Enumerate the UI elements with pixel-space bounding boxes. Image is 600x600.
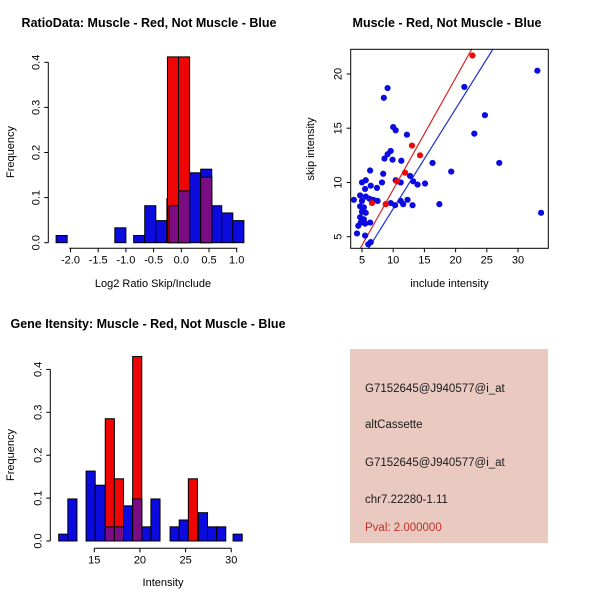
scatter-intensity-x-tick-label: 15 bbox=[418, 254, 431, 267]
scatter-intensity-title: Muscle - Red, Not Muscle - Blue bbox=[352, 16, 542, 30]
info-line-locus: chr7.22280-1.11 bbox=[365, 494, 448, 506]
hist-ratio-bar-purple bbox=[169, 206, 178, 243]
hist-ratio-bar-blue bbox=[222, 213, 233, 243]
panel-hist-gene-intensity bbox=[5, 317, 286, 589]
scatter-intensity-point-blue bbox=[404, 197, 410, 203]
scatter-intensity-point-blue bbox=[436, 201, 442, 207]
hist-gene-intensity-y-tick-label: 0.3 bbox=[32, 404, 45, 420]
scatter-intensity-point-blue bbox=[448, 169, 454, 175]
hist-ratio-y-tick-label: 0.3 bbox=[30, 99, 43, 116]
scatter-intensity-point-blue bbox=[374, 185, 380, 191]
scatter-intensity-point-blue bbox=[398, 158, 404, 164]
hist-gene-intensity-bar-purple bbox=[105, 527, 114, 541]
hist-ratio-y-tick-label: 0.0 bbox=[30, 235, 43, 251]
hist-ratio-bar-blue bbox=[56, 235, 67, 242]
hist-ratio-x-tick-label: 0.5 bbox=[201, 254, 217, 267]
scatter-intensity-x-tick-label: 25 bbox=[480, 254, 493, 267]
hist-gene-intensity-x-tick-label: 30 bbox=[225, 554, 238, 567]
hist-gene-intensity-x-label: Intensity bbox=[142, 577, 184, 589]
scatter-intensity-point-blue bbox=[380, 171, 386, 177]
info-line-event-type: altCassette bbox=[365, 419, 423, 431]
scatter-intensity-muscle-fit-line bbox=[360, 49, 472, 249]
hist-gene-intensity-bar-blue bbox=[151, 499, 160, 541]
hist-ratio-x-tick-label: 1.0 bbox=[229, 254, 245, 267]
hist-gene-intensity-bar-blue bbox=[217, 527, 226, 541]
info-line-probeset-bottom: G7152645@J940577@i_at bbox=[365, 457, 505, 469]
scatter-intensity-point-blue bbox=[363, 177, 369, 183]
scatter-intensity-y-tick-label: 20 bbox=[332, 67, 345, 81]
hist-gene-intensity-bar-blue bbox=[124, 506, 133, 541]
scatter-intensity-point-blue bbox=[496, 160, 502, 166]
scatter-intensity-point-blue bbox=[384, 85, 390, 91]
hist-gene-intensity-bar-blue bbox=[170, 527, 179, 541]
scatter-intensity-point-blue bbox=[351, 197, 357, 203]
hist-ratio-x-label: Log2 Ratio Skip/Include bbox=[94, 278, 212, 290]
hist-ratio-bar-blue bbox=[156, 221, 167, 243]
hist-gene-intensity-y-label: Frequency bbox=[5, 429, 17, 481]
scatter-intensity-point-blue bbox=[368, 239, 374, 245]
hist-ratio-bar-blue bbox=[233, 221, 244, 243]
scatter-intensity-point-blue bbox=[361, 204, 367, 210]
hist-ratio-x-tick-label: -2.0 bbox=[61, 254, 80, 267]
info-line-probeset-top: G7152645@J940577@i_at bbox=[365, 383, 505, 395]
hist-ratio-x-tick-label: -1.0 bbox=[116, 254, 136, 267]
hist-gene-intensity-x-tick-label: 15 bbox=[88, 554, 101, 567]
hist-gene-intensity-x-tick-label: 25 bbox=[179, 554, 192, 567]
hist-gene-intensity-bar-blue bbox=[233, 534, 242, 541]
scatter-intensity-point-blue bbox=[388, 148, 394, 154]
scatter-intensity-point-blue bbox=[482, 112, 488, 118]
scatter-intensity-point-red bbox=[402, 170, 408, 176]
scatter-intensity-point-blue bbox=[362, 233, 368, 239]
hist-gene-intensity-y-tick-label: 0.4 bbox=[32, 361, 45, 378]
hist-ratio-x-tick-label: -1.5 bbox=[88, 254, 108, 267]
hist-ratio-bar-blue bbox=[190, 173, 201, 243]
scatter-intensity-point-red bbox=[369, 200, 375, 206]
scatter-intensity-y-tick-label: 5 bbox=[332, 233, 345, 240]
scatter-intensity-point-blue bbox=[461, 84, 467, 90]
hist-ratio-bar-blue bbox=[212, 206, 222, 243]
scatter-intensity-point-blue bbox=[368, 183, 374, 189]
hist-gene-intensity-bar-blue bbox=[179, 520, 188, 541]
scatter-intensity-point-blue bbox=[379, 179, 385, 185]
scatter-intensity-plot-box bbox=[351, 49, 549, 248]
scatter-intensity-y-label: skip intensity bbox=[305, 117, 317, 181]
info-box bbox=[350, 349, 548, 543]
hist-ratio-bar-blue bbox=[134, 235, 145, 242]
scatter-intensity-point-red bbox=[409, 142, 415, 148]
hist-gene-intensity-bar-blue bbox=[59, 534, 68, 541]
hist-ratio-x-tick-label: 0.0 bbox=[173, 254, 189, 267]
scatter-intensity-not-muscle-fit-line bbox=[368, 49, 493, 249]
hist-gene-intensity-bar-red bbox=[105, 419, 114, 541]
scatter-intensity-point-red bbox=[383, 201, 389, 207]
scatter-intensity-x-tick-label: 20 bbox=[449, 254, 462, 267]
hist-gene-intensity-bar-blue bbox=[95, 485, 105, 541]
scatter-intensity-point-red bbox=[417, 152, 423, 158]
panel-scatter-intensity bbox=[305, 16, 548, 290]
scatter-intensity-point-blue bbox=[357, 192, 363, 198]
hist-gene-intensity-y-tick-label: 0.1 bbox=[32, 490, 45, 506]
scatter-intensity-y-tick-label: 10 bbox=[332, 176, 345, 189]
panel-hist-ratio bbox=[5, 16, 276, 290]
scatter-intensity-point-blue bbox=[538, 210, 544, 216]
hist-ratio-y-tick-label: 0.4 bbox=[30, 54, 43, 70]
hist-gene-intensity-bar-blue bbox=[198, 513, 207, 541]
scatter-intensity-point-blue bbox=[471, 131, 477, 137]
hist-ratio-x-tick-label: -0.5 bbox=[144, 254, 164, 267]
hist-gene-intensity-bar-purple bbox=[114, 527, 123, 541]
scatter-intensity-point-blue bbox=[392, 202, 398, 208]
scatter-intensity-point-blue bbox=[534, 68, 540, 74]
scatter-intensity-y-tick-label: 15 bbox=[332, 122, 345, 135]
hist-ratio-y-tick-label: 0.1 bbox=[30, 189, 43, 206]
scatter-intensity-point-blue bbox=[363, 210, 369, 216]
hist-gene-intensity-x-tick-label: 20 bbox=[133, 554, 147, 567]
hist-gene-intensity-bar-blue bbox=[68, 499, 77, 541]
scatter-intensity-point-blue bbox=[354, 230, 360, 236]
scatter-intensity-point-blue bbox=[381, 95, 387, 101]
scatter-intensity-point-blue bbox=[367, 219, 373, 225]
scatter-intensity-point-blue bbox=[422, 180, 428, 186]
info-line-pval: Pval: 2.000000 bbox=[365, 522, 442, 534]
scatter-intensity-point-blue bbox=[375, 198, 381, 204]
scatter-intensity-point-blue bbox=[414, 182, 420, 188]
scatter-intensity-x-tick-label: 5 bbox=[358, 254, 366, 267]
hist-gene-intensity-bar-red bbox=[188, 479, 197, 541]
hist-ratio-bar-blue bbox=[115, 228, 126, 243]
scatter-intensity-x-label: include intensity bbox=[410, 278, 489, 290]
scatter-intensity-x-tick-label: 30 bbox=[511, 254, 525, 267]
scatter-intensity-x-tick-label: 10 bbox=[387, 254, 400, 267]
hist-ratio-bar-purple bbox=[201, 177, 212, 242]
hist-ratio-y-label: Frequency bbox=[5, 126, 17, 178]
scatter-intensity-point-blue bbox=[409, 202, 415, 208]
hist-gene-intensity-bar-purple bbox=[133, 499, 142, 541]
hist-ratio-y-tick-label: 0.2 bbox=[30, 144, 43, 161]
scatter-intensity-point-blue bbox=[404, 132, 410, 138]
hist-gene-intensity-y-tick-label: 0.2 bbox=[32, 447, 45, 463]
scatter-intensity-point-blue bbox=[362, 186, 368, 192]
hist-ratio-bar-blue bbox=[145, 206, 156, 243]
scatter-intensity-point-blue bbox=[429, 160, 435, 166]
hist-ratio-title: RatioData: Muscle - Red, Not Muscle - Blue bbox=[21, 16, 277, 30]
scatter-intensity-point-blue bbox=[389, 157, 395, 163]
hist-gene-intensity-title: Gene Itensity: Muscle - Red, Not Muscle - Blue bbox=[10, 317, 286, 331]
scatter-intensity-point-blue bbox=[393, 127, 399, 133]
hist-gene-intensity-bar-blue bbox=[86, 471, 95, 541]
scatter-intensity-point-blue bbox=[367, 167, 373, 173]
hist-gene-intensity-y-tick-label: 0.0 bbox=[32, 533, 45, 549]
scatter-intensity-point-red bbox=[394, 178, 400, 184]
hist-gene-intensity-bar-blue bbox=[208, 527, 217, 541]
scatter-intensity-point-red bbox=[469, 52, 475, 58]
hist-gene-intensity-bar-blue bbox=[142, 527, 151, 541]
hist-ratio-bar-purple bbox=[179, 191, 190, 243]
